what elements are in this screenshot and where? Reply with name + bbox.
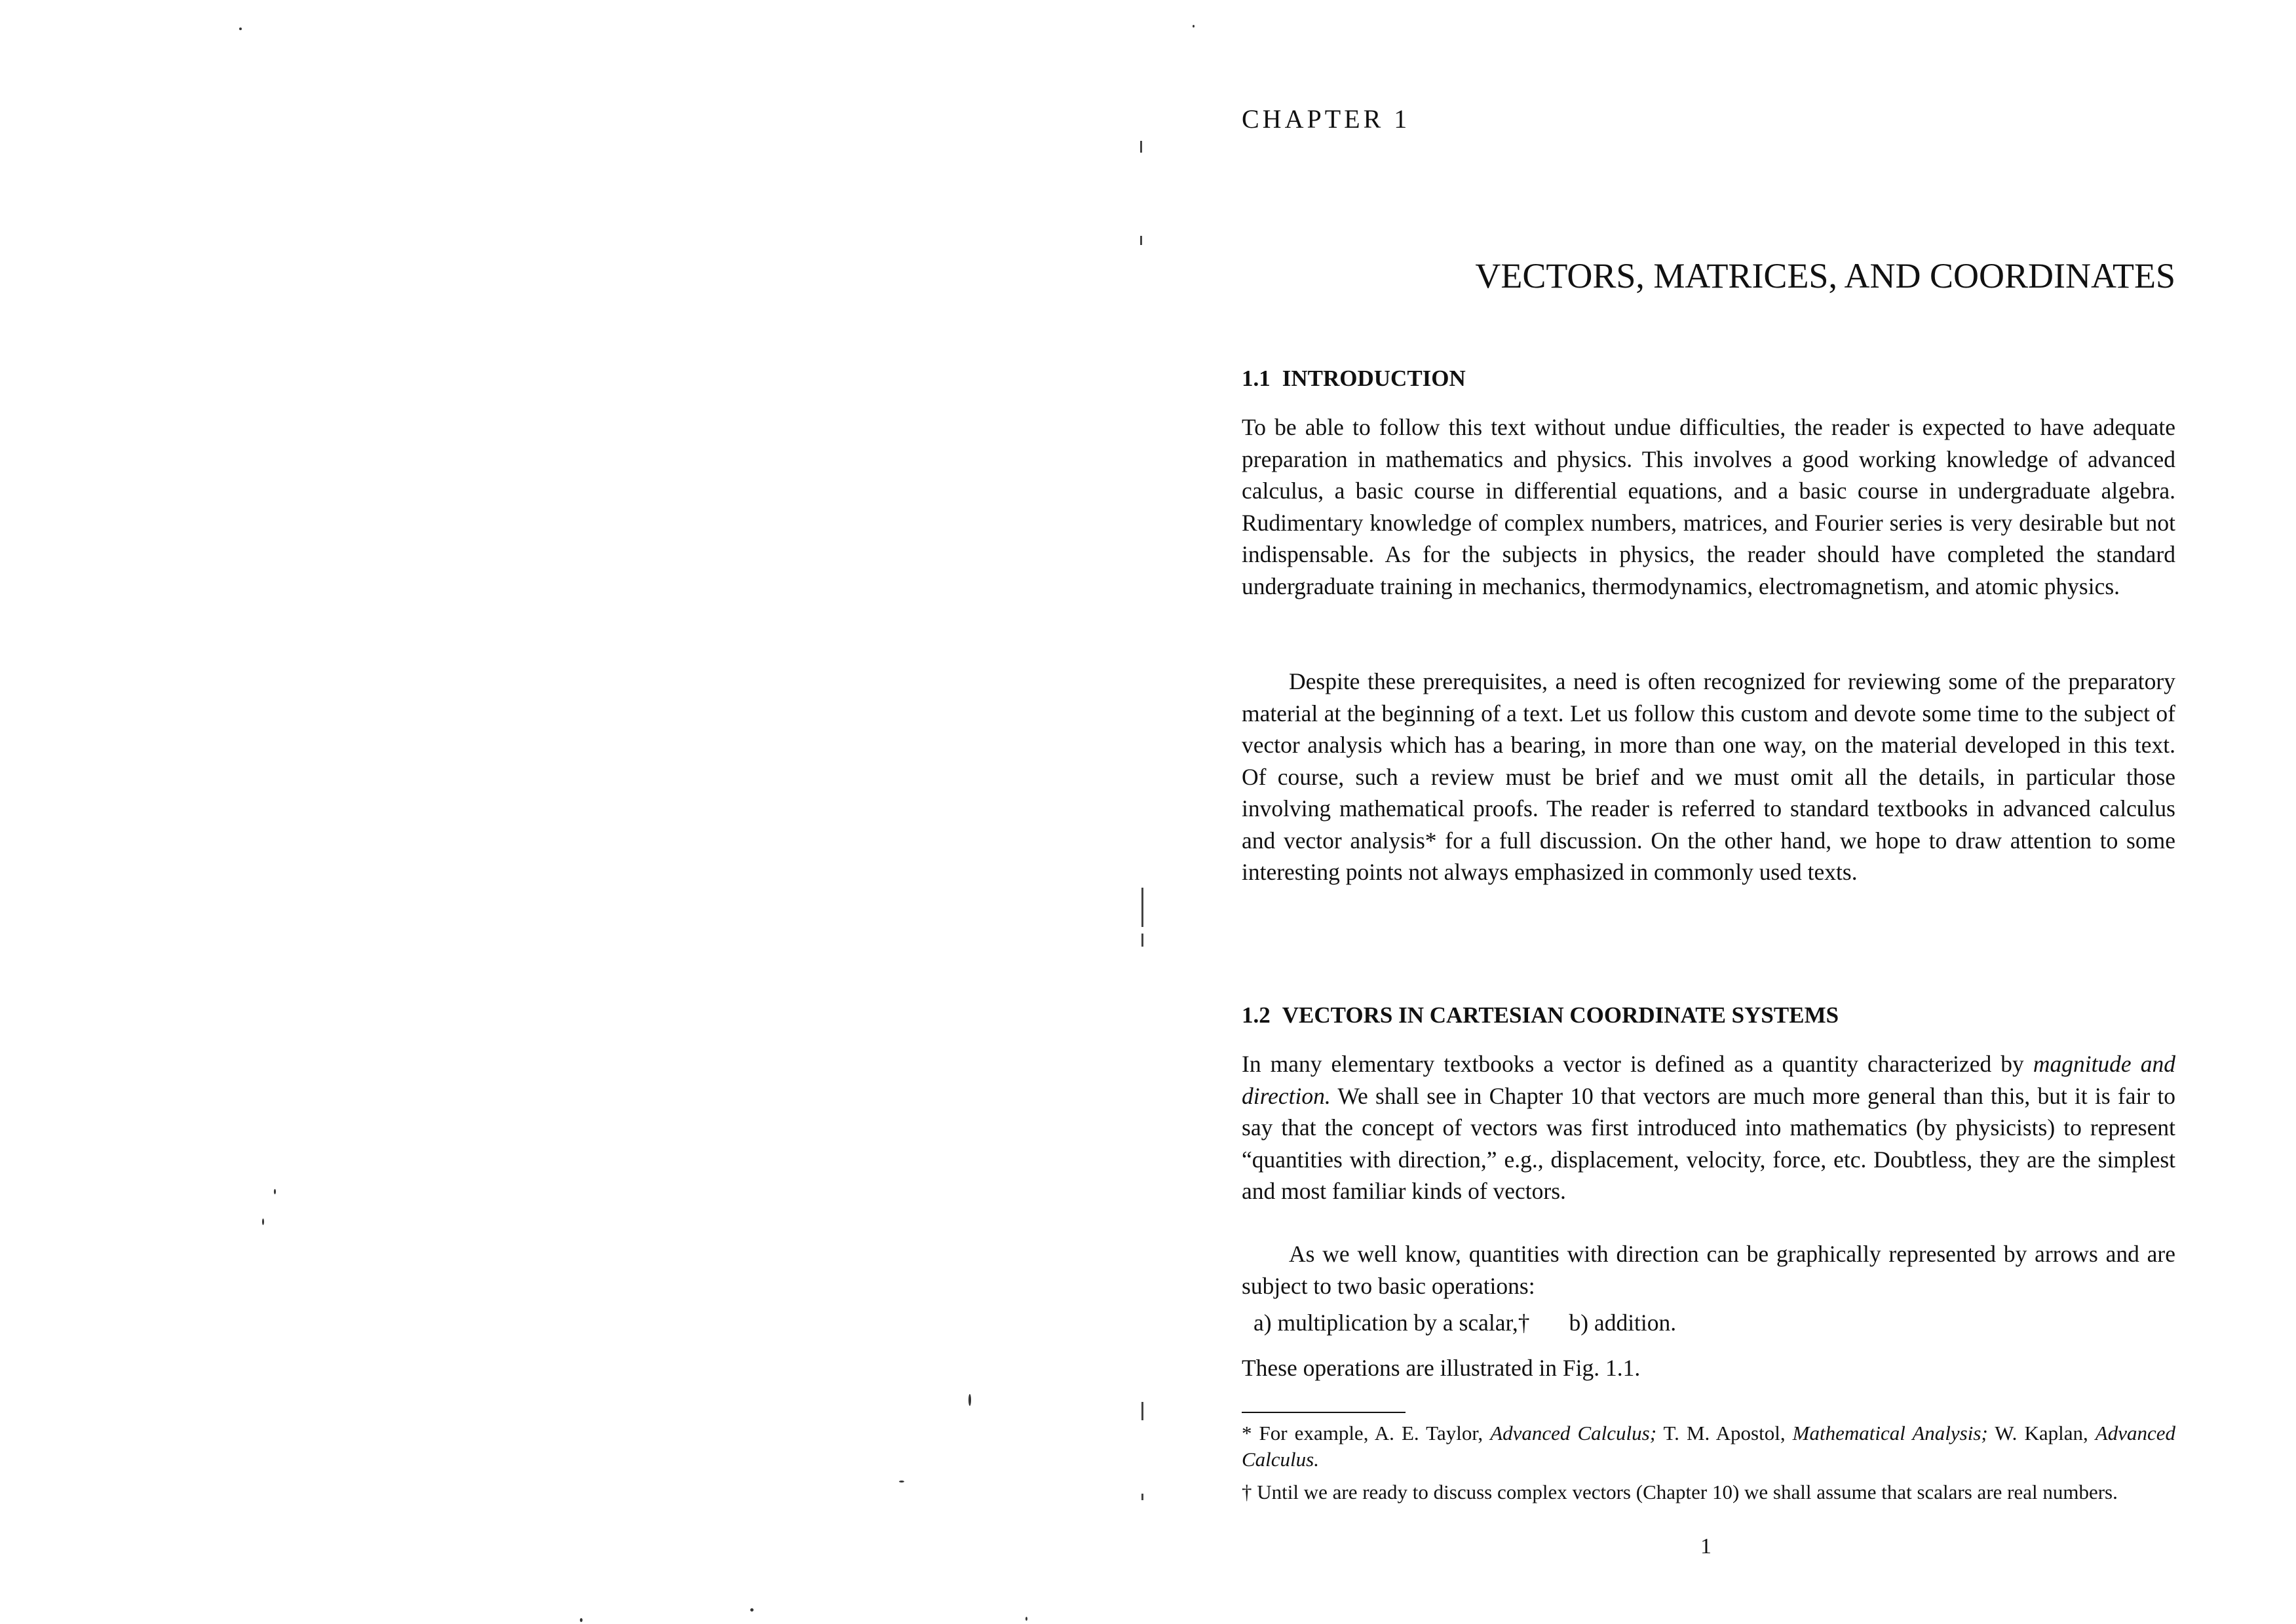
page-number: 1 (1700, 1534, 1712, 1558)
section-title: VECTORS IN CARTESIAN COORDINATE SYSTEMS (1282, 1002, 1839, 1028)
blank-left-page (0, 0, 1140, 1624)
operation-b: b) addition. (1569, 1310, 1677, 1336)
chapter-title: VECTORS, MATRICES, AND COORDINATES (1475, 256, 2175, 295)
scan-speck (1025, 1617, 1027, 1621)
gutter-mark (1141, 934, 1143, 947)
operations-list (1253, 1309, 1715, 1336)
footnote-text: T. M. Apostol, (1656, 1422, 1793, 1445)
vectors-paragraph-1 (1242, 1048, 2175, 1207)
paragraph-text: In many elementary textbooks a vector is defined as a quantity characterized by (1242, 1051, 2033, 1077)
book-title: Advanced Calculus. (1242, 1422, 2175, 1471)
scan-speck (262, 1218, 264, 1225)
scan-speck (750, 1608, 754, 1612)
section-number: 1.2 (1242, 1002, 1271, 1028)
section-heading-vectors (1242, 1002, 1839, 1029)
paragraph-text: We shall see in Chapter 10 that vectors are much more general than this, but it is fair to say that the concept of vectors was first introduced into mathematics (by physicists) to represent “quantities with direction,” e.g., displacement, velocity, force, etc. Doubtless, they are the simplest and most familiar kinds of vectors. (1242, 1082, 2175, 1204)
book-title: Advanced Calculus; (1490, 1422, 1657, 1445)
footnote-text: W. Kaplan, (1987, 1422, 2095, 1445)
scan-speck (239, 28, 242, 30)
footnote-text: * For example, A. E. Taylor, (1242, 1422, 1491, 1445)
scan-speck (274, 1189, 276, 1194)
section-heading-introduction (1242, 366, 1466, 392)
gutter-mark (1141, 888, 1143, 927)
vectors-paragraph-2: As we well know, quantities with direction can be graphically represented by arrows and are subject to two basic operations: (1242, 1241, 2175, 1299)
gutter-mark (1141, 1494, 1143, 1500)
scan-speck (968, 1394, 971, 1406)
vectors-paragraph-3: These operations are illustrated in Fig. 1.1. (1242, 1355, 1641, 1381)
section-number: 1.1 (1242, 366, 1271, 391)
italic-phrase: magnitude and direction. (1242, 1051, 2175, 1109)
operation-a: a) multiplication by a scalar,† (1253, 1310, 1530, 1336)
footnote-rule (1242, 1412, 1406, 1413)
footnote-star (1242, 1420, 2175, 1473)
chapter-label: CHAPTER 1 (1242, 104, 1411, 134)
section-title: INTRODUCTION (1282, 366, 1466, 391)
gutter-mark (1140, 141, 1142, 153)
intro-paragraph-1: To be able to follow this text without undue difficulties, the reader is expected to have adequate preparation in mathematics and physics. This involves a good working knowledge of advanced calculus, a basic course in differential equations, and a basic course in undergraduate algebra. Rudimentary knowledge of complex numbers, matrices, and Fourier series is very desirable but not indispensable. As for the subjects in physics, the reader should have completed the standard undergraduate training in mechanics, thermodynamics, electromagnetism, and atomic physics. (1242, 414, 2175, 599)
scan-speck (899, 1481, 904, 1482)
scan-speck (580, 1618, 583, 1622)
gutter-mark (1141, 1402, 1143, 1420)
gutter-mark (1140, 236, 1142, 245)
scan-speck (1193, 25, 1195, 28)
footnote-dagger: † Until we are ready to discuss complex vectors (Chapter 10) we shall assume that scalars are real numbers. (1242, 1481, 2118, 1503)
intro-paragraph-2: Despite these prerequisites, a need is often recognized for reviewing some of the preparatory material at the beginning of a text. Let us follow this custom and devote some time to the subject of vector analysis which has a bearing, in more than one way, on the material developed in this text. Of course, such a review must be brief and we must omit all the details, in particular those involving mathematical proofs. The reader is referred to standard textbooks in advanced calculus and vector analysis* for a full discussion. On the other hand, we hope to draw attention to some interesting points not always emphasized in commonly used texts. (1242, 668, 2175, 885)
book-title: Mathematical Analysis; (1792, 1422, 1988, 1445)
